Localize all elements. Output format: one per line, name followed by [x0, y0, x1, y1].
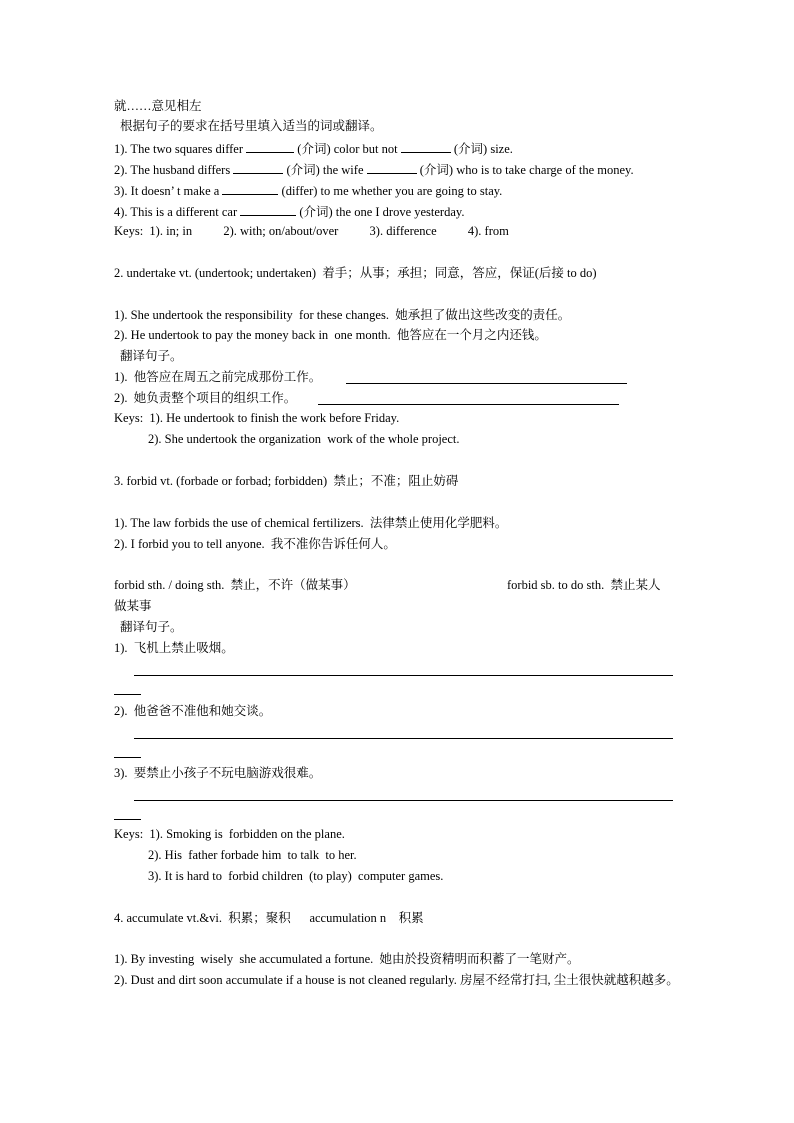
section-title: 3. forbid vt. (forbade or forbad; forbidden) 禁止；不准；阻止妨碍: [114, 474, 459, 488]
example-2: 2). I forbid you to tell anyone. 我不准你告诉任何人。: [114, 537, 396, 551]
example-2: 2). He undertook to pay the money back in one month. 他答应在一个月之内还钱。: [114, 328, 547, 342]
blank[interactable]: [233, 161, 283, 174]
blank[interactable]: [401, 140, 451, 153]
question-4: 4). This is a different car (介词) the one I drove yesterday.: [114, 205, 465, 219]
translate-item-1: 1). 他答应在周五之前完成那份工作。: [114, 370, 322, 384]
answer-line[interactable]: [134, 738, 673, 739]
usage-note: forbid sth. / doing sth. 禁止，不许（做某事）: [114, 578, 356, 592]
section-title: 2. undertake vt. (undertook; undertaken) 着手；从事；承担；同意，答应，保证(后接 to do): [114, 266, 597, 280]
answer-line[interactable]: [114, 757, 141, 758]
blank[interactable]: [246, 140, 294, 153]
keys-1: Keys: 1). He undertook to finish the work before Friday.: [114, 411, 400, 425]
usage-note: forbid sb. to do sth. 禁止某人: [507, 578, 661, 592]
answer-line[interactable]: [134, 800, 673, 801]
translate-item-3: 3). 要禁止小孩子不玩电脑游戏很难。: [114, 766, 322, 780]
keys-2: 2). She undertook the organization work of the whole project.: [148, 432, 460, 446]
question-3: 3). It doesn’ t make a (differ) to me whether you are going to stay.: [114, 184, 503, 198]
question-2: 2). The husband differs (介词) the wife (介词) who is to take charge of the money.: [114, 163, 634, 177]
translate-item-2: 2). 她负责整个项目的组织工作。: [114, 391, 297, 405]
section-heading: 就……意见相左: [114, 99, 202, 113]
answer-line[interactable]: [318, 404, 619, 405]
answer-line[interactable]: [134, 675, 673, 676]
example-1: 1). She undertook the responsibility for these changes. 她承担了做出这些改变的责任。: [114, 308, 571, 322]
translate-instruction: 翻译句子。: [120, 349, 183, 363]
example-1: 1). The law forbids the use of chemical fertilizers. 法律禁止使用化学肥料。: [114, 516, 508, 530]
answer-line[interactable]: [114, 819, 141, 820]
keys-1: Keys: 1). Smoking is forbidden on the plane.: [114, 827, 345, 841]
question-1: 1). The two squares differ (介词) color but not (介词) size.: [114, 142, 513, 156]
translate-item-2: 2). 他爸爸不准他和她交谈。: [114, 704, 272, 718]
translate-instruction: 翻译句子。: [120, 620, 183, 634]
instruction: 根据句子的要求在括号里填入适当的词或翻译。: [120, 119, 383, 133]
example-1: 1). By investing wisely she accumulated a fortune. 她由於投资精明而积蓄了一笔财产。: [114, 952, 580, 966]
section-title: 4. accumulate vt.&vi. 积累；聚积 accumulation n 积累: [114, 911, 424, 925]
answer-line[interactable]: [114, 694, 141, 695]
blank[interactable]: [222, 182, 278, 195]
blank[interactable]: [367, 161, 417, 174]
keys: Keys: 1). in; in 2). with; on/about/over 3). difference 4). from: [114, 224, 509, 238]
usage-note-cont: 做某事: [114, 599, 152, 613]
keys-3: 3). It is hard to forbid children (to play) computer games.: [148, 869, 444, 883]
keys-2: 2). His father forbade him to talk to her.: [148, 848, 357, 862]
answer-line[interactable]: [346, 383, 627, 384]
blank[interactable]: [240, 203, 296, 216]
translate-item-1: 1). 飞机上禁止吸烟。: [114, 641, 234, 655]
example-2: 2). Dust and dirt soon accumulate if a house is not cleaned regularly. 房屋不经常打扫, 尘土很快就越积越多。: [114, 973, 679, 987]
